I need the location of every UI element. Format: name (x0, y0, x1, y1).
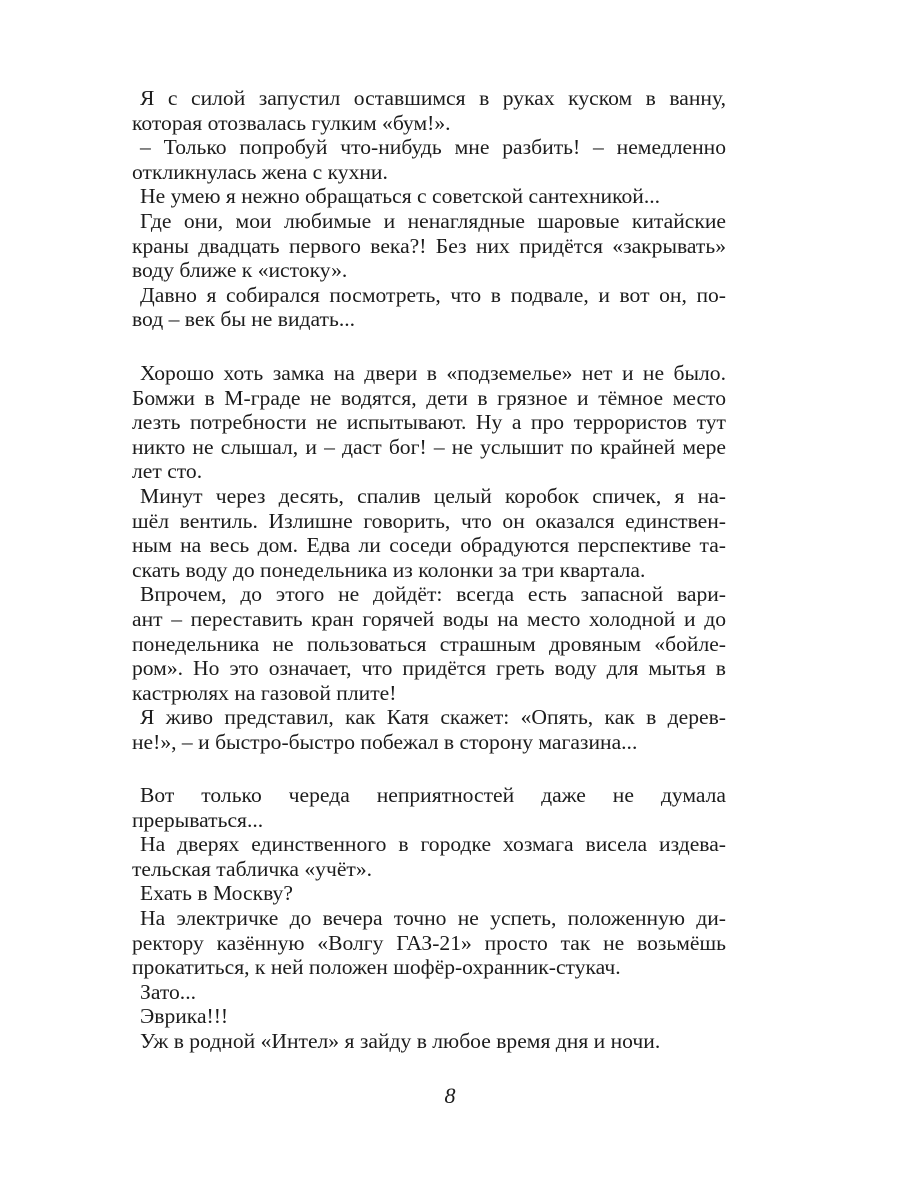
text-line: Зато... (140, 979, 196, 1004)
paragraph (132, 783, 726, 832)
text-line: Ехать в Москву? (140, 881, 293, 906)
page-number: 8 (444, 1083, 456, 1108)
text-line: Эврика!!! (140, 1004, 229, 1029)
text-line: тельская табличка «учёт». (132, 856, 373, 881)
text-line: прокатиться, к ней положен шофёр-охранник-стукач. (132, 955, 621, 980)
paragraph (132, 209, 726, 283)
text-section-1 (132, 86, 726, 332)
paragraph (132, 1029, 726, 1054)
text-line: лезть потребности не испытывают. Ну а про террористов тут (132, 410, 726, 435)
text-line: прерываться... (132, 807, 264, 832)
paragraph (132, 135, 726, 184)
paragraph (132, 283, 726, 332)
text-line: На электричке до вечера точно не успеть, положенную ди- (140, 905, 726, 930)
text-line: ным на весь дом. Едва ли соседи обрадуются перспективе та- (132, 533, 726, 558)
text-line: которая отозвалась гулким «бум!». (132, 110, 451, 135)
text-line: Не умею я нежно обращаться с советской сантехникой... (140, 184, 661, 209)
text-section-2 (132, 361, 726, 755)
paragraph (132, 980, 726, 1005)
text-line: никто не слышал, и – даст бог! – не услышит по крайней мере (132, 434, 726, 459)
text-line: вод – век бы не видать... (132, 307, 356, 332)
paragraph (132, 881, 726, 906)
text-line: скать воду до понедельника из колонки за три квартала. (132, 557, 646, 582)
text-line: Бомжи в М-граде не водятся, дети в грязное и тёмное место (132, 385, 726, 410)
text-line: Впрочем, до этого не дойдёт: всегда есть запасной вари- (140, 582, 726, 607)
paragraph (132, 1004, 726, 1029)
paragraph (132, 184, 726, 209)
text-line: Я с силой запустил оставшимся в руках куском в ванну, (140, 86, 726, 110)
paragraph (132, 484, 726, 582)
text-line: ант – переставить кран горячей воды на место холодной и до (132, 606, 726, 631)
text-line: кастрюлях на газовой плите! (132, 680, 397, 705)
text-line: – Только попробуй что-нибудь мне разбить! – немедленно (140, 135, 726, 160)
paragraph (132, 86, 726, 135)
text-section-3 (132, 783, 726, 1054)
text-line: краны двадцать первого века?! Без них придётся «закрывать» (132, 233, 726, 258)
text-line: понедельника не пользоваться страшным дровяным «бойле- (132, 631, 726, 656)
text-line: Уж в родной «Интел» я зайду в любое время дня и ночи. (140, 1028, 661, 1053)
text-line: ректору казённую «Волгу ГАЗ-21» просто так не возьмёшь (132, 930, 726, 955)
text-line: лет сто. (132, 459, 203, 484)
text-line: воду ближе к «истоку». (132, 258, 348, 283)
paragraph (132, 906, 726, 980)
text-line: шёл вентиль. Излишне говорить, что он оказался единствен- (132, 508, 726, 533)
text-line: откликнулась жена с кухни. (132, 159, 388, 184)
text-line: Вот только череда неприятностей даже не думала (140, 783, 726, 807)
text-line: Давно я собирался посмотреть, что в подвале, и вот он, по- (140, 282, 726, 307)
paragraph (132, 705, 726, 754)
text-line: Минут через десять, спалив целый коробок спичек, я на- (140, 483, 726, 508)
text-line: На дверях единственного в городке хозмага висела издева- (140, 832, 726, 857)
paragraph (132, 361, 726, 484)
text-line: ром». Но это означает, что придётся греть воду для мытья в (132, 656, 726, 681)
text-line: Где они, мои любимые и ненаглядные шаровые китайские (140, 208, 726, 233)
paragraph (132, 582, 726, 705)
text-line: не!», – и быстро-быстро побежал в сторону магазина... (132, 729, 638, 754)
paragraph (132, 832, 726, 881)
text-line: Я живо представил, как Катя скажет: «Опять, как в дерев- (140, 705, 726, 730)
text-line: Хорошо хоть замка на двери в «подземелье» нет и не было. (140, 361, 726, 385)
